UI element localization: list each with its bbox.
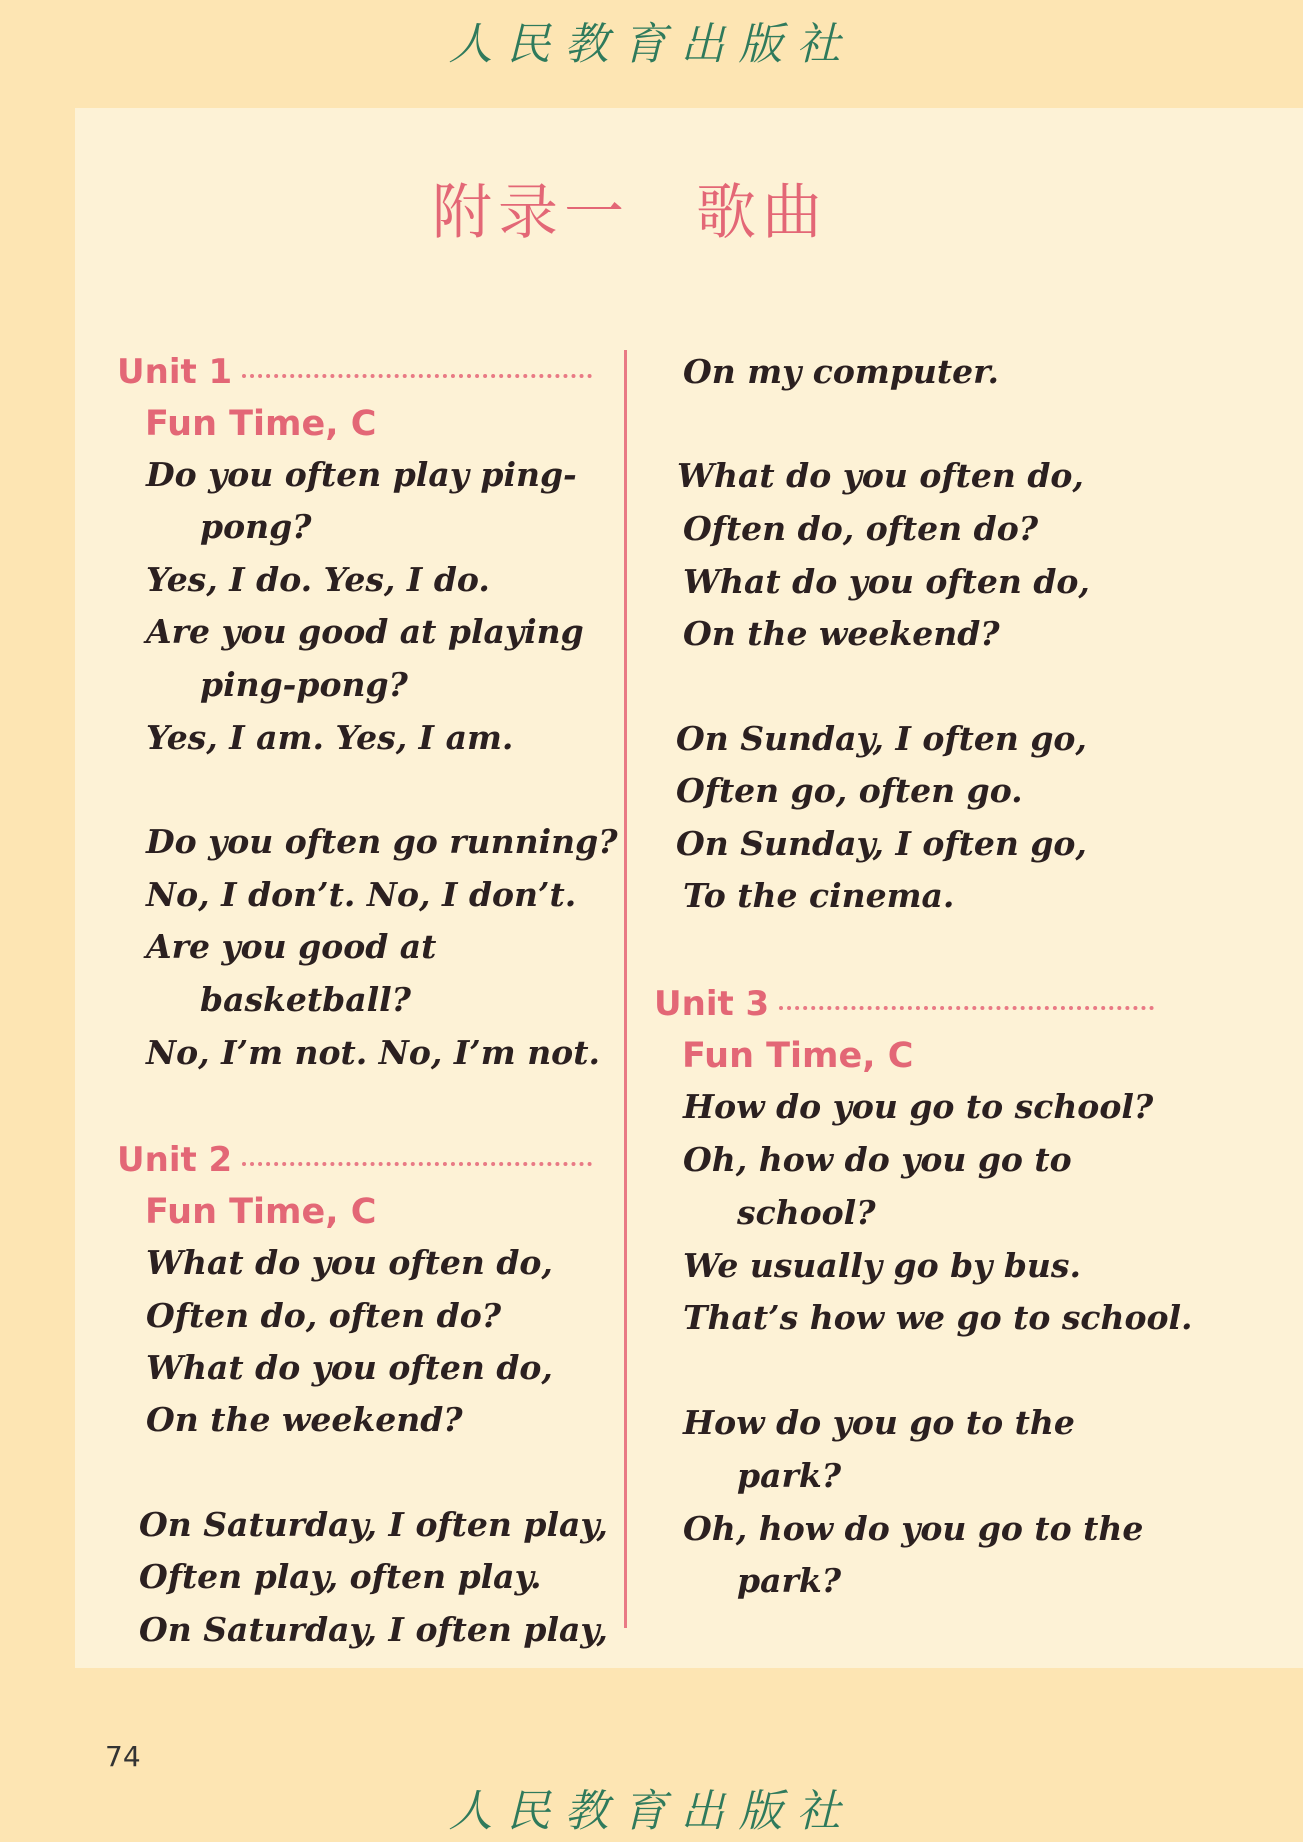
unit-3-heading [654, 984, 1154, 1024]
lyric-line: How do you go to school? [683, 1087, 1154, 1126]
lyric-line: We usually go by bus. [683, 1246, 1081, 1285]
lyric-line: Often go, often go. [676, 771, 1023, 810]
unit-1-heading-label: Unit 1 [117, 352, 233, 392]
lyric-line: Oh, how do you go to the [683, 1509, 1144, 1548]
dotted-leader [242, 1162, 592, 1166]
unit-2-heading [117, 1140, 592, 1180]
lyric-line: What do you often do, [683, 562, 1090, 601]
dotted-leader [242, 374, 592, 378]
lyric-line: On Sunday, I often go, [676, 719, 1087, 758]
lyric-line: park? [737, 1561, 842, 1600]
lyric-line: On Saturday, I often play, [139, 1505, 608, 1544]
column-divider [624, 350, 627, 1628]
lyric-line: That’s how we go to school. [683, 1298, 1193, 1337]
lyric-line: Yes, I do. Yes, I do. [146, 560, 490, 599]
lyric-line: What do you often do, [146, 1348, 553, 1387]
lyric-line: Yes, I am. Yes, I am. [146, 718, 514, 757]
lyric-line: To the cinema. [683, 876, 955, 915]
dotted-leader [779, 1006, 1154, 1010]
lyric-line: Often do, often do? [146, 1296, 502, 1335]
lyric-line: ping-pong? [200, 665, 408, 704]
lyric-line: No, I don’t. No, I don’t. [146, 875, 577, 914]
lyric-line: On Sunday, I often go, [676, 824, 1087, 863]
lyric-line: Do you often go running? [146, 822, 618, 861]
lyric-line: Often do, often do? [683, 509, 1039, 548]
unit-3-subheading: Fun Time, C [682, 1036, 914, 1076]
unit-2-heading-label: Unit 2 [117, 1140, 233, 1180]
lyric-line: On the weekend? [146, 1400, 463, 1439]
unit-3-heading-label: Unit 3 [654, 984, 770, 1024]
lyric-line: Are you good at [146, 927, 437, 966]
page-title: 附录一 歌曲 [432, 178, 828, 248]
lyric-line: On Saturday, I often play, [139, 1610, 608, 1649]
lyric-line: What do you often do, [146, 1243, 553, 1282]
lyric-line: Often play, often play. [139, 1557, 542, 1596]
lyric-line: What do you often do, [677, 456, 1084, 495]
publisher-logo-bottom: 人民教育出版社 [448, 1786, 855, 1837]
unit-1-subheading: Fun Time, C [145, 404, 377, 444]
unit-2-subheading: Fun Time, C [145, 1192, 377, 1232]
lyric-line: Are you good at playing [146, 612, 584, 651]
lyric-line: Oh, how do you go to [683, 1140, 1072, 1179]
page-number: 74 [105, 1740, 141, 1773]
lyric-line: On my computer. [683, 352, 999, 391]
lyric-line: park? [737, 1456, 842, 1495]
lyric-line: school? [737, 1193, 876, 1232]
lyric-line: Do you often play ping- [146, 455, 577, 494]
publisher-logo-top: 人民教育出版社 [448, 19, 855, 70]
lyric-line: pong? [200, 507, 312, 546]
lyric-line: How do you go to the [683, 1403, 1075, 1442]
lyric-line: basketball? [200, 980, 412, 1019]
lyric-line: On the weekend? [683, 614, 1000, 653]
unit-1-heading [117, 352, 592, 392]
lyric-line: No, I’m not. No, I’m not. [146, 1033, 600, 1072]
